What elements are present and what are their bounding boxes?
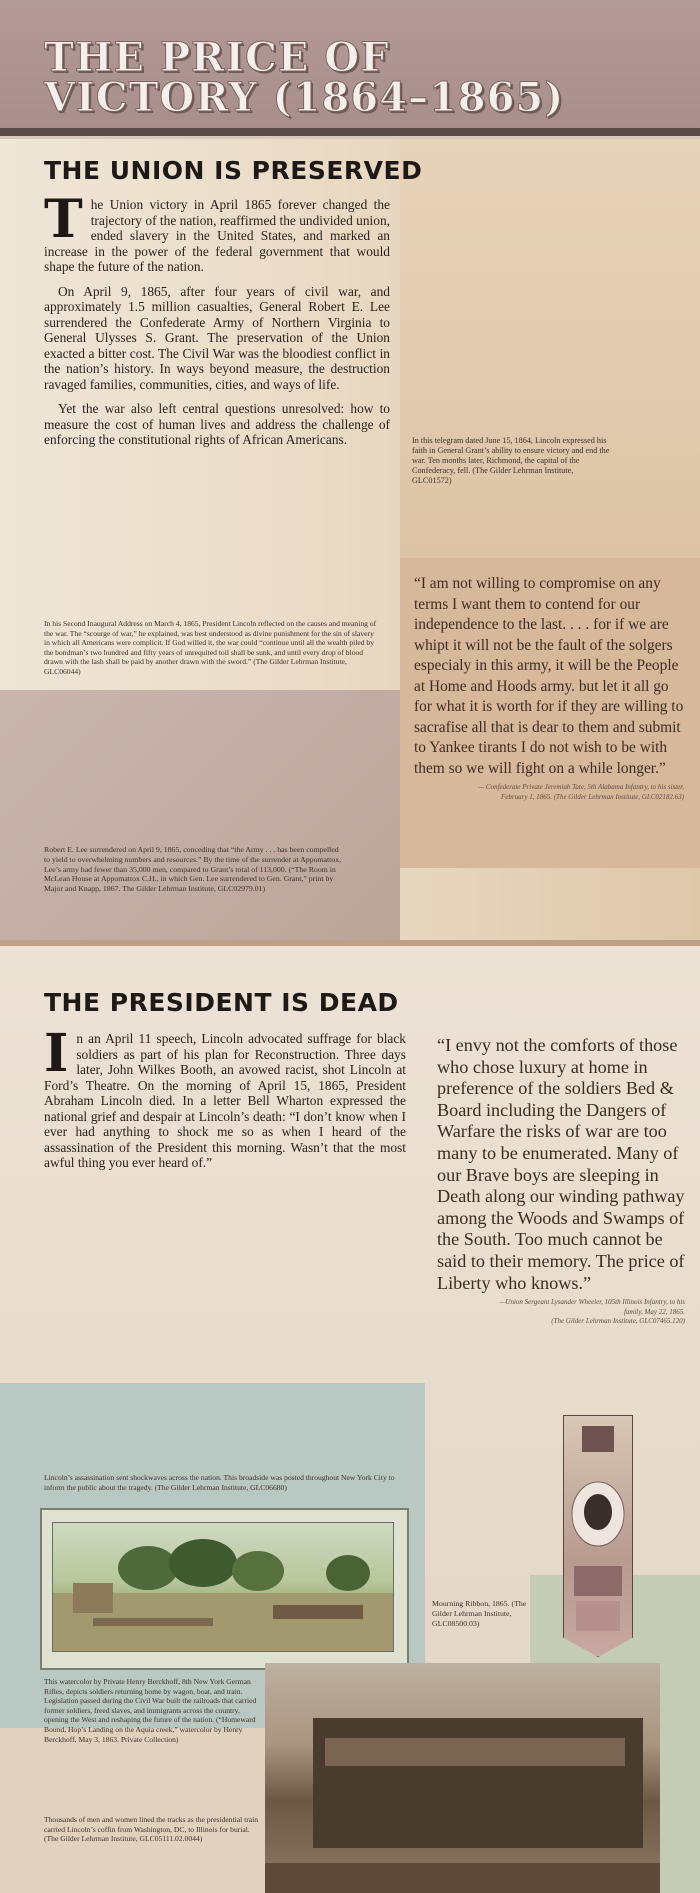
quote-text: “I envy not the comforts of those who chose luxury at home in preference of the soldiers Bed & Board including the Dangers of Warfare the risks of war are too many to be enumerated. Many of our Brave boys are sleeping in Death along our winding pathway among the Woods and Swamps of the South. Too much cannot be said to their memory. The price of Liberty who knows.” [437, 1035, 685, 1293]
page-title-line2: VICTORY (1864–1865) [44, 74, 565, 121]
ribbon-caption: Mourning Ribbon, 1865. (The Gilder Lehrman Institute, GLC08500.03) [432, 1599, 527, 1628]
ribbon-illustration [564, 1416, 632, 1656]
mourning-ribbon-image [563, 1415, 633, 1657]
watercolor-caption: This watercolor by Private Henry Berckhoff, 8th New York German Rifles, depicts soldiers returning home by wagon, boat, and train. Legislation passed during the Civil War built the railroads that carried former soldiers, freed slaves, and immigrants across the country, opening the West and reshaping the future of the nation. (“Homeward Bound, Hop’s Landing on the Aquia creek,” watercolor by Henry Berckhoff, May 3, 1863. Private Collection) [44, 1677, 257, 1744]
attribution-line: February 1, 1865. (The Gilder Lehrman Institute, GLC02182.63) [501, 792, 684, 801]
telegram-image [400, 139, 700, 589]
section-heading-union-preserved: THE UNION IS PRESERVED [44, 156, 423, 185]
paragraph: On April 9, 1865, after four years of civil war, and approximately 1.5 million casualties, General Robert E. Lee surrendered the Confederate Army of Northern Virginia to General Ulysses S. Grant. The preservation of the Union exacted a bitter cost. The Civil War was the bloodiest conflict in the nation’s history. In ways beyond measure, the destruction ravaged families, communities, cities, and ways of life. [44, 283, 390, 392]
paragraph-text: he Union victory in April 1865 forever changed the trajectory of the nation, reaffirmed the undivided union, ended slavery in the United States, and marked an increase in the power of the federal government that would shape the future of the nation. [44, 197, 390, 274]
paragraph [44, 1023, 406, 1171]
inaugural-caption: In his Second Inaugural Address on March 4, 1865, President Lincoln reflected on the causes and meaning of the war. The “scourge of war,” he explained, was best understood as divine punishment for the sin of slavery in which all Americans were complicit. If God willed it, the war could “continue until all the wealth piled by the bondman’s two hundred and fifty years of unrequited toil shall be sunk, and until every drop of blood drawn with the lash shall be paid by another drawn with the sword.” (The Gilder Lehrman Institute, GLC06044) [44, 619, 377, 676]
section1-body [44, 189, 390, 457]
train-windows [325, 1738, 625, 1766]
attribution-line: (The Gilder Lehrman Institute, GLC07465.120) [551, 1317, 685, 1326]
page-title-line1: THE PRICE OF [44, 34, 390, 81]
train-caption-panel [0, 1728, 270, 1893]
union-quote [437, 1035, 685, 1327]
funeral-train-photo [265, 1663, 660, 1893]
attribution-line: family, May 22, 1865. [623, 1307, 685, 1316]
confederate-quote [414, 574, 684, 802]
drop-cap: T [44, 189, 83, 250]
quote-attribution [414, 783, 684, 802]
banner-divider [0, 128, 700, 136]
drop-cap: I [44, 1023, 69, 1084]
paragraph [44, 189, 390, 275]
paragraph-text: n an April 11 speech, Lincoln advocated suffrage for black soldiers as part of his plan for Reconstruction. Three days later, John Wilkes Booth, an avowed racist, shot Lincoln at Ford’s Theatre. On the morning of April 15, 1865, President Abraham Lincoln died. In a letter Bell Wharton expressed the national grief and despair at Lincoln’s death: “I don’t know when I ever had anything to shock me so as when I heard of the assassination of the President this morning. Wasn’t that the most awful thing you ever heard of.” [44, 1031, 406, 1170]
attribution-line: — Confederate Private Jeremiah Tate, 5th Alabama Infantry, to his sister, [477, 783, 684, 791]
section2-body [44, 1023, 406, 1180]
section-heading-president-dead: THE PRESIDENT IS DEAD [44, 988, 399, 1017]
attribution-line: —Union Sergeant Lysander Wheeler, 105th Illinois Infantry, to his [499, 1298, 685, 1307]
broadside-caption: Lincoln’s assassination sent shockwaves across the nation. This broadside was posted throughout New York City to inform the public about the tragedy. (The Gilder Lehrman Institute, GLC06680) [44, 1473, 395, 1492]
lee-surrender-image [0, 690, 400, 945]
page-title [44, 34, 664, 121]
train-caption: Thousands of men and women lined the tracks as the presidential train carried Lincoln’s coffin from Washington, DC, to Illinois for burial. (The Gilder Lehrman Institute, GLC05111.02.0044) [44, 1815, 259, 1844]
quote-attribution [437, 1298, 685, 1327]
watercolor-illustration [53, 1523, 393, 1651]
quote-text: “I am not willing to compromise on any terms I want them to contend for our independence to the last. . . . for if we are whipt it will not be the fault of the solgers especialy in this army, it will be the People at Home and Hoods army. but let it all go for what it is worth for if they are willing to sacrafise all that is dear to them and submit to Yankee tirants I do not wish to be with them so we will fight on a while longer.” [414, 575, 684, 777]
telegram-caption: In this telegram dated June 15, 1864, Lincoln expressed his faith in General Grant’s ability to ensure victory and end the war. Ten months later, Richmond, the capital of the Confederacy, fell. (The Gilder Lehrman Institute, GLC01572) [412, 436, 610, 485]
train-track [265, 1863, 660, 1893]
watercolor-scene [52, 1522, 394, 1652]
lee-caption: Robert E. Lee surrendered on April 9, 1865, conceding that “the Army . . . has been compelled to yield to overwhelming numbers and resources.” By the time of the surrender at Appomattox, Lee’s army had fewer than 35,000 men, compared to Grant’s total of 113,000. (“The Room in McLean House at Appomattox C.H., in which Gen. Lee surrendered to Gen. Grant,” print by Major and Knapp, 1867. The Gilder Lehrman Institute, GLC02979.01) [44, 845, 342, 894]
paragraph: Yet the war also left central questions unresolved: how to measure the cost of human lives and address the challenge of enforcing the constitutional rights of African Americans. [44, 401, 390, 447]
